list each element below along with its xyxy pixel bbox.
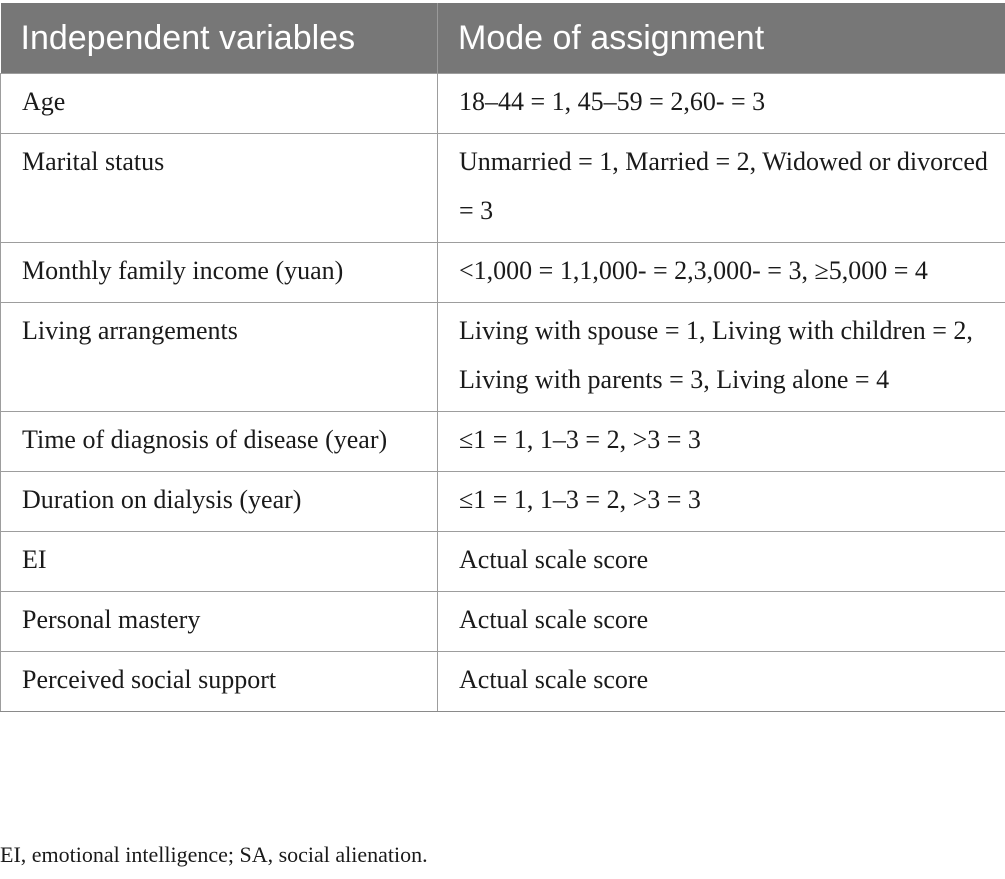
table-row (1, 74, 1005, 134)
table-row (1, 303, 1005, 412)
variable-cell: Monthly family income (yuan) (1, 243, 438, 303)
table-row (1, 532, 1005, 592)
table-row (1, 243, 1005, 303)
assignment-cell: <1,000 = 1,1,000- = 2,3,000- = 3, ≥5,000 = 4 (438, 243, 1005, 303)
assignment-cell: Actual scale score (438, 532, 1005, 592)
assignment-cell: Living with spouse = 1, Living with children = 2, Living with parents = 3, Living alone = 4 (438, 303, 1005, 412)
assignment-cell: Unmarried = 1, Married = 2, Widowed or divorced = 3 (438, 134, 1005, 243)
assignment-cell: ≤1 = 1, 1–3 = 2, >3 = 3 (438, 412, 1005, 472)
table-row (1, 412, 1005, 472)
table-row (1, 652, 1005, 712)
assignment-cell: Actual scale score (438, 652, 1005, 712)
variable-cell: Age (1, 74, 438, 134)
table-row (1, 592, 1005, 652)
table-row (1, 134, 1005, 243)
assignment-cell: ≤1 = 1, 1–3 = 2, >3 = 3 (438, 472, 1005, 532)
table-header-row (1, 3, 1005, 74)
header-independent-variables: Independent variables (1, 3, 438, 74)
assignment-cell: Actual scale score (438, 592, 1005, 652)
table-footnote: EI, emotional intelligence; SA, social alienation. (0, 842, 428, 867)
variable-cell: Time of diagnosis of disease (year) (1, 412, 438, 472)
variable-cell: Living arrangements (1, 303, 438, 412)
variable-cell: Marital status (1, 134, 438, 243)
table-row (1, 472, 1005, 532)
variable-cell: Personal mastery (1, 592, 438, 652)
variable-cell: EI (1, 532, 438, 592)
variable-cell: Perceived social support (1, 652, 438, 712)
variables-table (0, 3, 1005, 712)
header-mode-of-assignment: Mode of assignment (438, 3, 1005, 74)
assignment-cell: 18–44 = 1, 45–59 = 2,60- = 3 (438, 74, 1005, 134)
variable-cell: Duration on dialysis (year) (1, 472, 438, 532)
